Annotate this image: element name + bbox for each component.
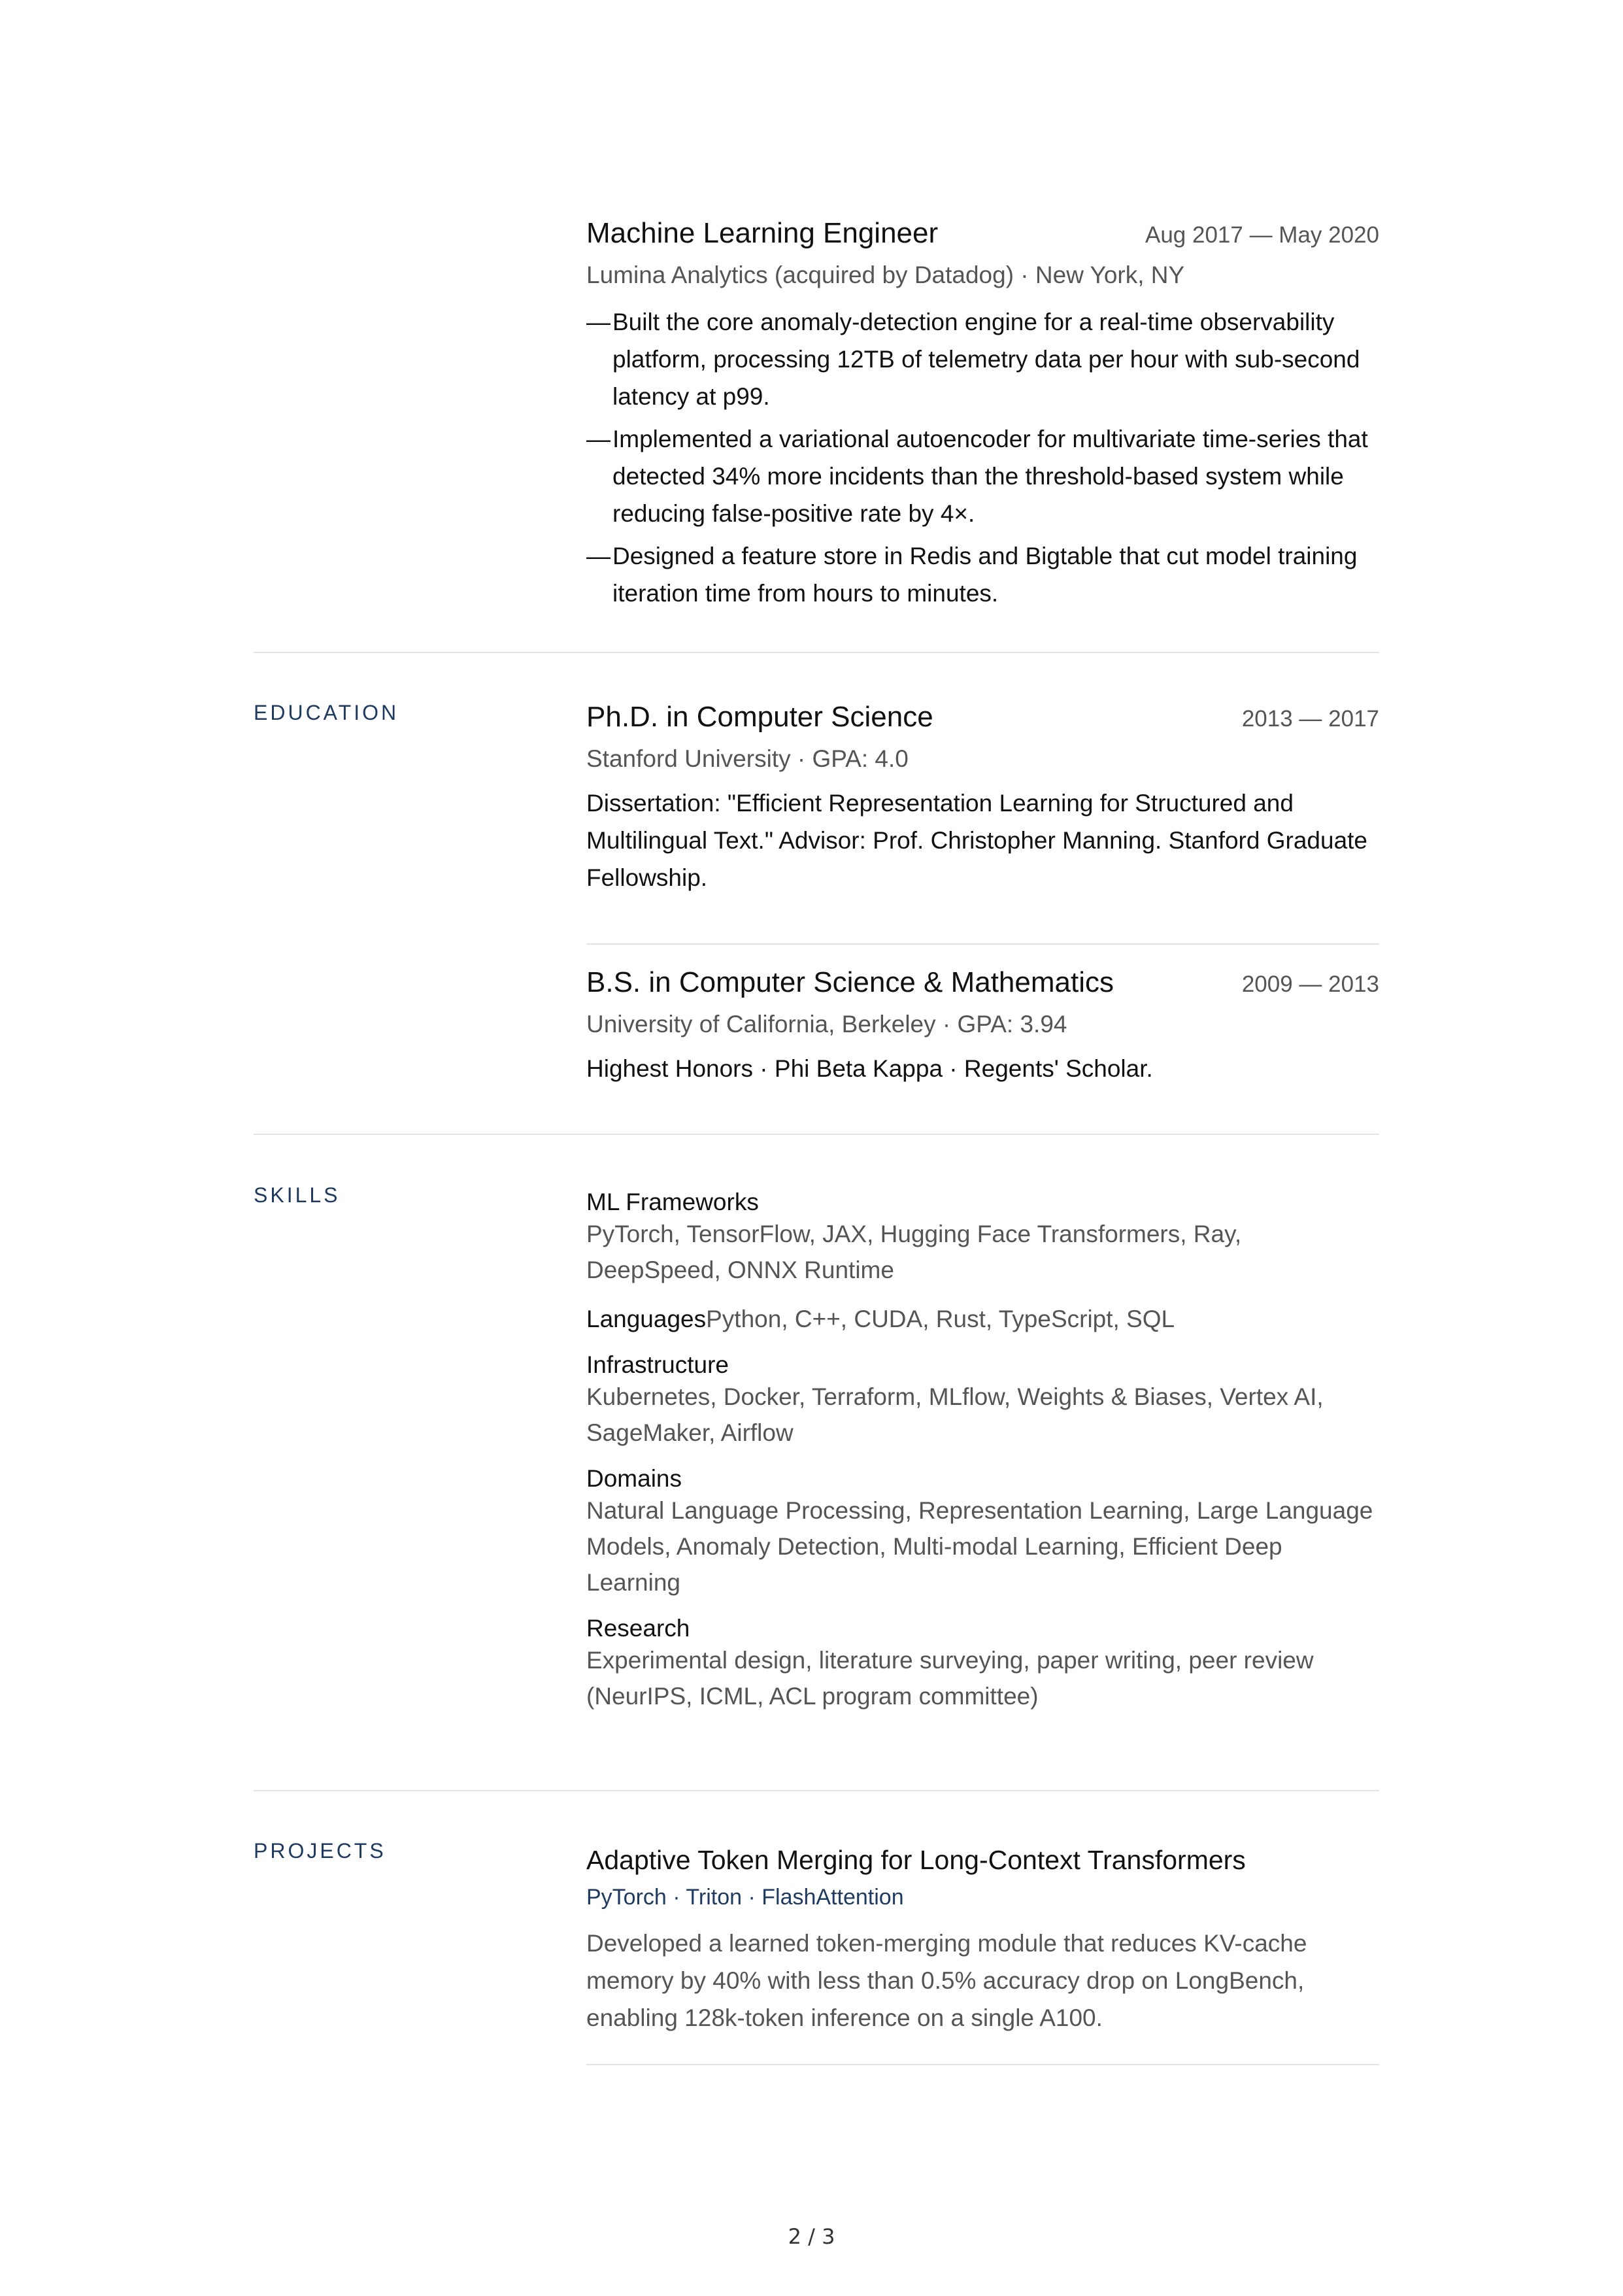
skill-group bbox=[586, 1615, 1379, 1714]
experience-entry bbox=[586, 217, 1379, 617]
education-entry bbox=[586, 966, 1379, 1087]
experience-bullets bbox=[586, 303, 1379, 612]
skill-group-name: Research bbox=[586, 1615, 690, 1642]
bullet-text: Implemented a variational autoencoder for multivariate time-series that detected 34% more incidents than the threshold-based system while reducing false-positive rate by 4×. bbox=[612, 426, 1368, 527]
skill-group-value: Kubernetes, Docker, Terraform, MLflow, Weights & Biases, Vertex AI, SageMaker, Airflow bbox=[586, 1383, 1324, 1446]
skill-group-name: Languages bbox=[586, 1306, 707, 1332]
section-label-education: EDUCATION bbox=[254, 701, 399, 724]
project-title: Adaptive Token Merging for Long-Context Transformers bbox=[586, 1845, 1246, 1875]
degree-description: Dissertation: "Efficient Representation Learning for Structured and Multilingual Text." Advisor: Prof. Christopher Manning. Stanford Graduate Fellowship. bbox=[586, 790, 1368, 891]
bullet-item bbox=[586, 303, 1379, 415]
school-gpa: University of California, Berkeley · GPA: 3.94 bbox=[586, 1011, 1067, 1038]
skill-group-value: PyTorch, TensorFlow, JAX, Hugging Face Transformers, Ray, DeepSpeed, ONNX Runtime bbox=[586, 1221, 1242, 1283]
entry-header bbox=[586, 217, 1379, 250]
education-entry bbox=[586, 701, 1379, 896]
entry-header bbox=[586, 701, 1379, 734]
job-title: Machine Learning Engineer bbox=[586, 217, 939, 249]
section-divider bbox=[254, 1134, 1379, 1135]
skill-group bbox=[586, 1351, 1379, 1451]
bullet-dash: — bbox=[586, 543, 611, 569]
bullet-dash: — bbox=[586, 426, 611, 452]
section-label-projects: PROJECTS bbox=[254, 1839, 386, 1863]
company-location: Lumina Analytics (acquired by Datadog) · New York, NY bbox=[586, 262, 1185, 288]
bullet-item bbox=[586, 420, 1379, 532]
degree-description: Highest Honors · Phi Beta Kappa · Regents' Scholar. bbox=[586, 1055, 1153, 1082]
entry-divider bbox=[586, 2064, 1379, 2065]
section-divider bbox=[254, 1790, 1379, 1791]
degree-dates: 2013 — 2017 bbox=[1241, 706, 1379, 732]
degree-dates: 2009 — 2013 bbox=[1241, 971, 1379, 997]
section-divider bbox=[254, 652, 1379, 653]
skill-group bbox=[586, 1301, 1379, 1337]
entry-header bbox=[586, 966, 1379, 999]
project-entry bbox=[586, 1845, 1379, 2036]
job-dates: Aug 2017 — May 2020 bbox=[1145, 222, 1379, 248]
skill-group-name: Infrastructure bbox=[586, 1351, 729, 1378]
skill-group-name: ML Frameworks bbox=[586, 1189, 759, 1215]
project-description: Developed a learned token-merging module that reduces KV-cache memory by 40% with less than 0.5% accuracy drop on LongBench, enabling 128k-token inference on a single A100. bbox=[586, 1930, 1307, 2031]
entry-divider bbox=[586, 943, 1379, 945]
skill-group bbox=[586, 1189, 1379, 1288]
skill-group bbox=[586, 1465, 1379, 1600]
school-gpa: Stanford University · GPA: 4.0 bbox=[586, 745, 909, 772]
skill-group-value: Natural Language Processing, Representation Learning, Large Language Models, Anomaly Detection, Multi-modal Learning, Efficient Deep Learning bbox=[586, 1497, 1373, 1596]
skill-group-name: Domains bbox=[586, 1465, 682, 1492]
degree-title: B.S. in Computer Science & Mathematics bbox=[586, 966, 1114, 998]
bullet-item bbox=[586, 537, 1379, 612]
skill-group-value: Experimental design, literature surveying, paper writing, peer review (NeurIPS, ICML, ACL program committee) bbox=[586, 1647, 1314, 1710]
bullet-dash: — bbox=[586, 309, 611, 335]
bullet-text: Designed a feature store in Redis and Bigtable that cut model training iteration time from hours to minutes. bbox=[612, 543, 1358, 607]
section-label-skills: SKILLS bbox=[254, 1183, 341, 1207]
page-number: 2 / 3 bbox=[788, 2224, 835, 2249]
project-tech: PyTorch · Triton · FlashAttention bbox=[586, 1885, 904, 1910]
degree-title: Ph.D. in Computer Science bbox=[586, 701, 933, 733]
skill-group-value: Python, C++, CUDA, Rust, TypeScript, SQL bbox=[706, 1306, 1175, 1332]
skills-list bbox=[586, 1189, 1379, 1727]
bullet-text: Built the core anomaly-detection engine for a real-time observability platform, processing 12TB of telemetry data per hour with sub-second latency at p99. bbox=[612, 309, 1360, 410]
